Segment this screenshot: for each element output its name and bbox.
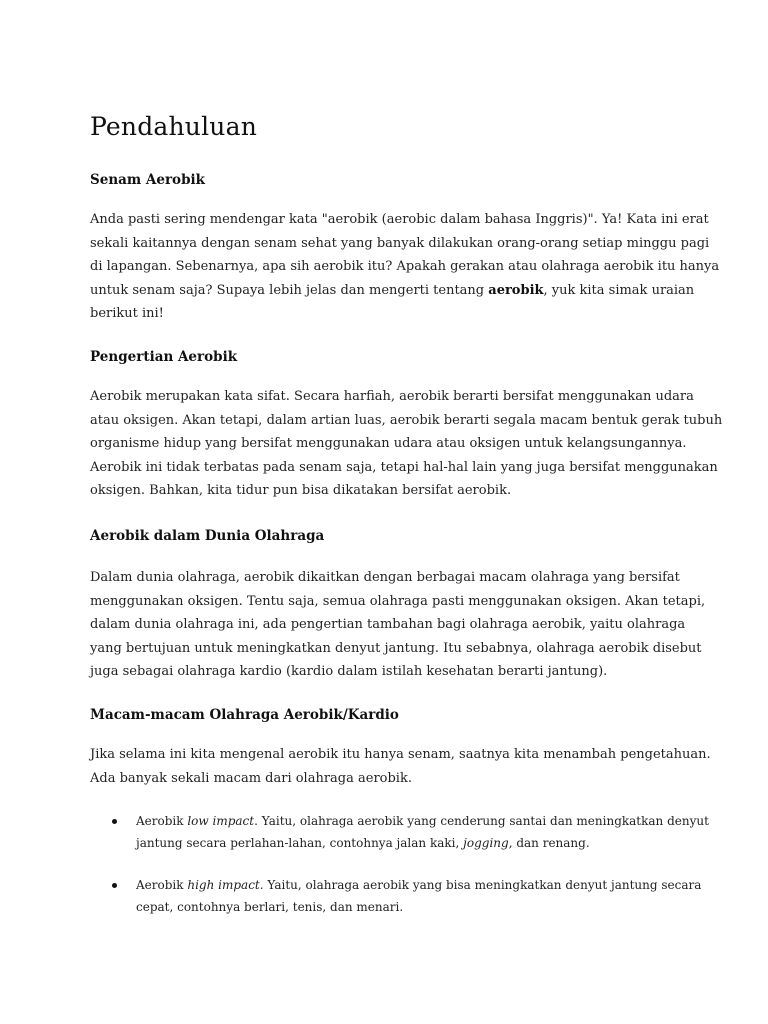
text-segment: . Yaitu, olahraga aerobik yang cenderung santai dan meningkatkan denyut — [254, 814, 709, 828]
section-heading-macam-olahraga: Macam-macam Olahraga Aerobik/Kardio — [90, 707, 399, 723]
text-line: sekali kaitannya dengan senam sehat yang banyak dilakukan orang-orang setiap minggu pagi — [90, 235, 710, 251]
section-heading-pengertian-aerobik: Pengertian Aerobik — [90, 349, 238, 365]
section-heading-senam-aerobik: Senam Aerobik — [90, 172, 205, 188]
text-line: Jika selama ini kita mengenal aerobik itu hanya senam, saatnya kita menambah pengetahuan. — [90, 747, 711, 762]
page-title: Pendahuluan — [90, 112, 258, 141]
text-segment: . Yaitu, olahraga aerobik yang bisa meningkatkan denyut jantung secara — [259, 878, 702, 892]
text-segment: , dan renang. — [508, 836, 590, 850]
italic-term: jogging — [463, 836, 509, 850]
text-segment: Aerobik — [136, 878, 188, 892]
list-item — [90, 874, 702, 918]
italic-term: high impact — [187, 878, 260, 892]
text-segment: untuk senam saja? Supaya lebih jelas dan mengerti tentang — [90, 282, 489, 298]
text-line — [136, 810, 709, 832]
text-segment: , yuk kita simak uraian — [543, 282, 695, 298]
bold-term-aerobik: aerobik — [488, 282, 544, 298]
bullet-dot-icon — [112, 819, 117, 824]
text-line: Aerobik merupakan kata sifat. Secara harfiah, aerobik berarti bersifat menggunakan udara — [90, 389, 694, 404]
bullet-dot-icon — [112, 883, 117, 888]
text-segment: jantung secara perlahan-lahan, contohnya jalan kaki, — [136, 836, 464, 850]
text-line: Aerobik ini tidak terbatas pada senam saja, tetapi hal-hal lain yang juga bersifat menggunakan — [90, 459, 718, 475]
aerobik-types-list — [90, 810, 709, 938]
paragraph-macam-olahraga — [90, 743, 711, 790]
text-line: menggunakan oksigen. Tentu saja, semua olahraga pasti menggunakan oksigen. Akan tetapi, — [90, 593, 706, 609]
text-line: Dalam dunia olahraga, aerobik dikaitkan dengan berbagai macam olahraga yang bersifat — [90, 570, 680, 585]
text-line: yang bertujuan untuk meningkatkan denyut jantung. Itu sebabnya, olahraga aerobik disebut — [90, 640, 702, 656]
list-item — [90, 810, 709, 854]
italic-term: low impact — [187, 814, 255, 828]
text-line — [136, 832, 690, 854]
text-line — [136, 874, 702, 896]
text-line: Anda pasti sering mendengar kata "aerobik (aerobic dalam bahasa Inggris)". Ya! Kata ini erat — [90, 212, 709, 227]
paragraph-senam-aerobik — [90, 208, 720, 326]
text-line: berikut ini! — [90, 306, 164, 321]
paragraph-aerobik-dunia-olahraga — [90, 566, 706, 684]
text-line: di lapangan. Sebenarnya, apa sih aerobik itu? Apakah gerakan atau olahraga aerobik itu hanya — [90, 259, 720, 274]
text-line: organisme hidup yang bersifat menggunakan udara atau oksigen untuk kelangsungannya. — [90, 436, 687, 451]
text-segment: Aerobik — [136, 814, 188, 828]
text-line: oksigen. Bahkan, kita tidur pun bisa dikatakan bersifat aerobik. — [90, 483, 512, 498]
text-line: juga sebagai olahraga kardio (kardio dalam istilah kesehatan berarti jantung). — [90, 664, 608, 679]
text-line: cepat, contohnya berlari, tenis, dan menari. — [136, 900, 404, 914]
text-line — [90, 279, 695, 303]
text-line: dalam dunia olahraga ini, ada pengertian tambahan bagi olahraga aerobik, yaitu olahraga — [90, 617, 686, 632]
section-heading-aerobik-dunia-olahraga: Aerobik dalam Dunia Olahraga — [90, 528, 325, 544]
text-line: Ada banyak sekali macam dari olahraga aerobik. — [90, 770, 412, 786]
text-line: atau oksigen. Akan tetapi, dalam artian luas, aerobik berarti segala macam bentuk gerak tubuh — [90, 412, 723, 428]
paragraph-pengertian-aerobik — [90, 385, 723, 503]
